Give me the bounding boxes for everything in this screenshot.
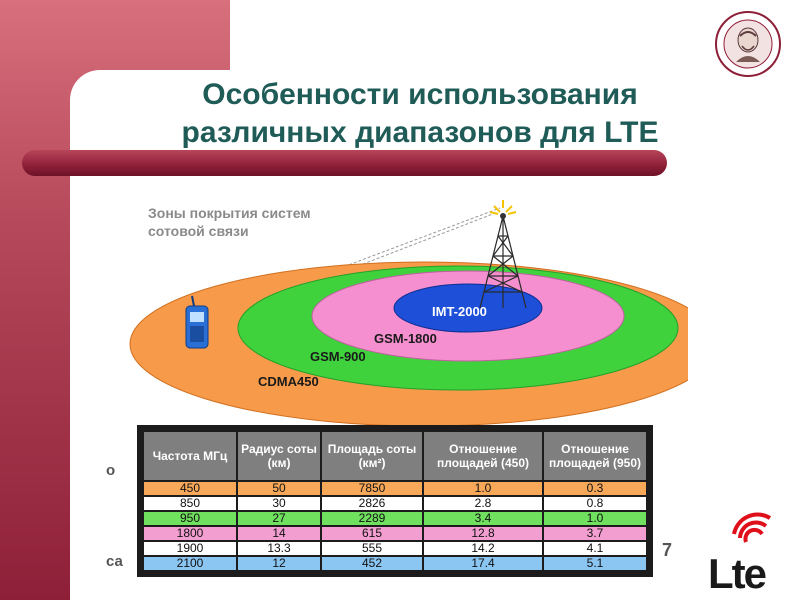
cell-frequency: 450 — [143, 481, 237, 496]
cell-ratio-450: 17.4 — [423, 556, 543, 571]
cell-area: 2289 — [321, 511, 423, 526]
header-radius: Радиус соты (км) — [237, 431, 321, 481]
zone-label-imt2000: IMT-2000 — [432, 304, 487, 319]
cell-ratio-450: 3.4 — [423, 511, 543, 526]
cell-frequency: 950 — [143, 511, 237, 526]
table-header-row — [143, 431, 647, 481]
cell-ratio-950: 5.1 — [543, 556, 647, 571]
university-seal-icon — [714, 10, 782, 78]
table-row — [143, 481, 647, 496]
cell-area: 615 — [321, 526, 423, 541]
cell-area: 7850 — [321, 481, 423, 496]
cell-frequency: 2100 — [143, 556, 237, 571]
cell-frequency: 1900 — [143, 541, 237, 556]
diagram-caption-line-1: Зоны покрытия систем — [148, 205, 311, 221]
table-row — [143, 526, 647, 541]
header-ratio-450: Отношение площадей (450) — [423, 431, 543, 481]
slide-title — [90, 76, 750, 152]
table-row — [143, 496, 647, 511]
cell-frequency: 1800 — [143, 526, 237, 541]
table-row — [143, 556, 647, 571]
cell-radius: 30 — [237, 496, 321, 511]
header-area: Площадь соты (км²) — [321, 431, 423, 481]
cell-ratio-950: 3.7 — [543, 526, 647, 541]
header-frequency: Частота МГц — [143, 431, 237, 481]
cell-radius: 14 — [237, 526, 321, 541]
cell-ratio-450: 1.0 — [423, 481, 543, 496]
cell-radius: 13.3 — [237, 541, 321, 556]
cell-frequency: 850 — [143, 496, 237, 511]
cell-ratio-950: 4.1 — [543, 541, 647, 556]
cell-ratio-950: 0.8 — [543, 496, 647, 511]
antenna-signal-icon — [490, 200, 516, 214]
cell-ratio-450: 14.2 — [423, 541, 543, 556]
cell-ratio-950: 0.3 — [543, 481, 647, 496]
cell-area: 555 — [321, 541, 423, 556]
zone-label-gsm1800: GSM-1800 — [374, 331, 437, 346]
table-row — [143, 541, 647, 556]
lte-logo-icon — [700, 512, 800, 600]
title-line-1: Особенности использования — [202, 78, 638, 111]
cell-area: 452 — [321, 556, 423, 571]
text-fragment-left-top: о — [106, 462, 116, 479]
table-row — [143, 511, 647, 526]
coverage-diagram — [128, 196, 688, 428]
title-line-2: различных диапазонов для LTE — [181, 116, 659, 149]
text-fragment-left-bottom: са — [106, 553, 123, 570]
lte-logo-text: Lte — [708, 550, 765, 597]
title-underline-bar — [22, 150, 667, 176]
cell-ratio-950: 1.0 — [543, 511, 647, 526]
header-ratio-950: Отношение площадей (950) — [543, 431, 647, 481]
cell-radius: 12 — [237, 556, 321, 571]
cell-ratio-450: 12.8 — [423, 526, 543, 541]
cell-ratio-450: 2.8 — [423, 496, 543, 511]
cell-area: 2826 — [321, 496, 423, 511]
text-fragment-right-bottom: 7 — [662, 540, 673, 560]
zone-label-cdma450: CDMA450 — [258, 374, 319, 389]
cell-radius: 27 — [237, 511, 321, 526]
cell-radius: 50 — [237, 481, 321, 496]
diagram-caption-line-2: сотовой связи — [148, 223, 249, 239]
frequency-table — [142, 430, 648, 572]
zone-label-gsm900: GSM-900 — [310, 349, 366, 364]
